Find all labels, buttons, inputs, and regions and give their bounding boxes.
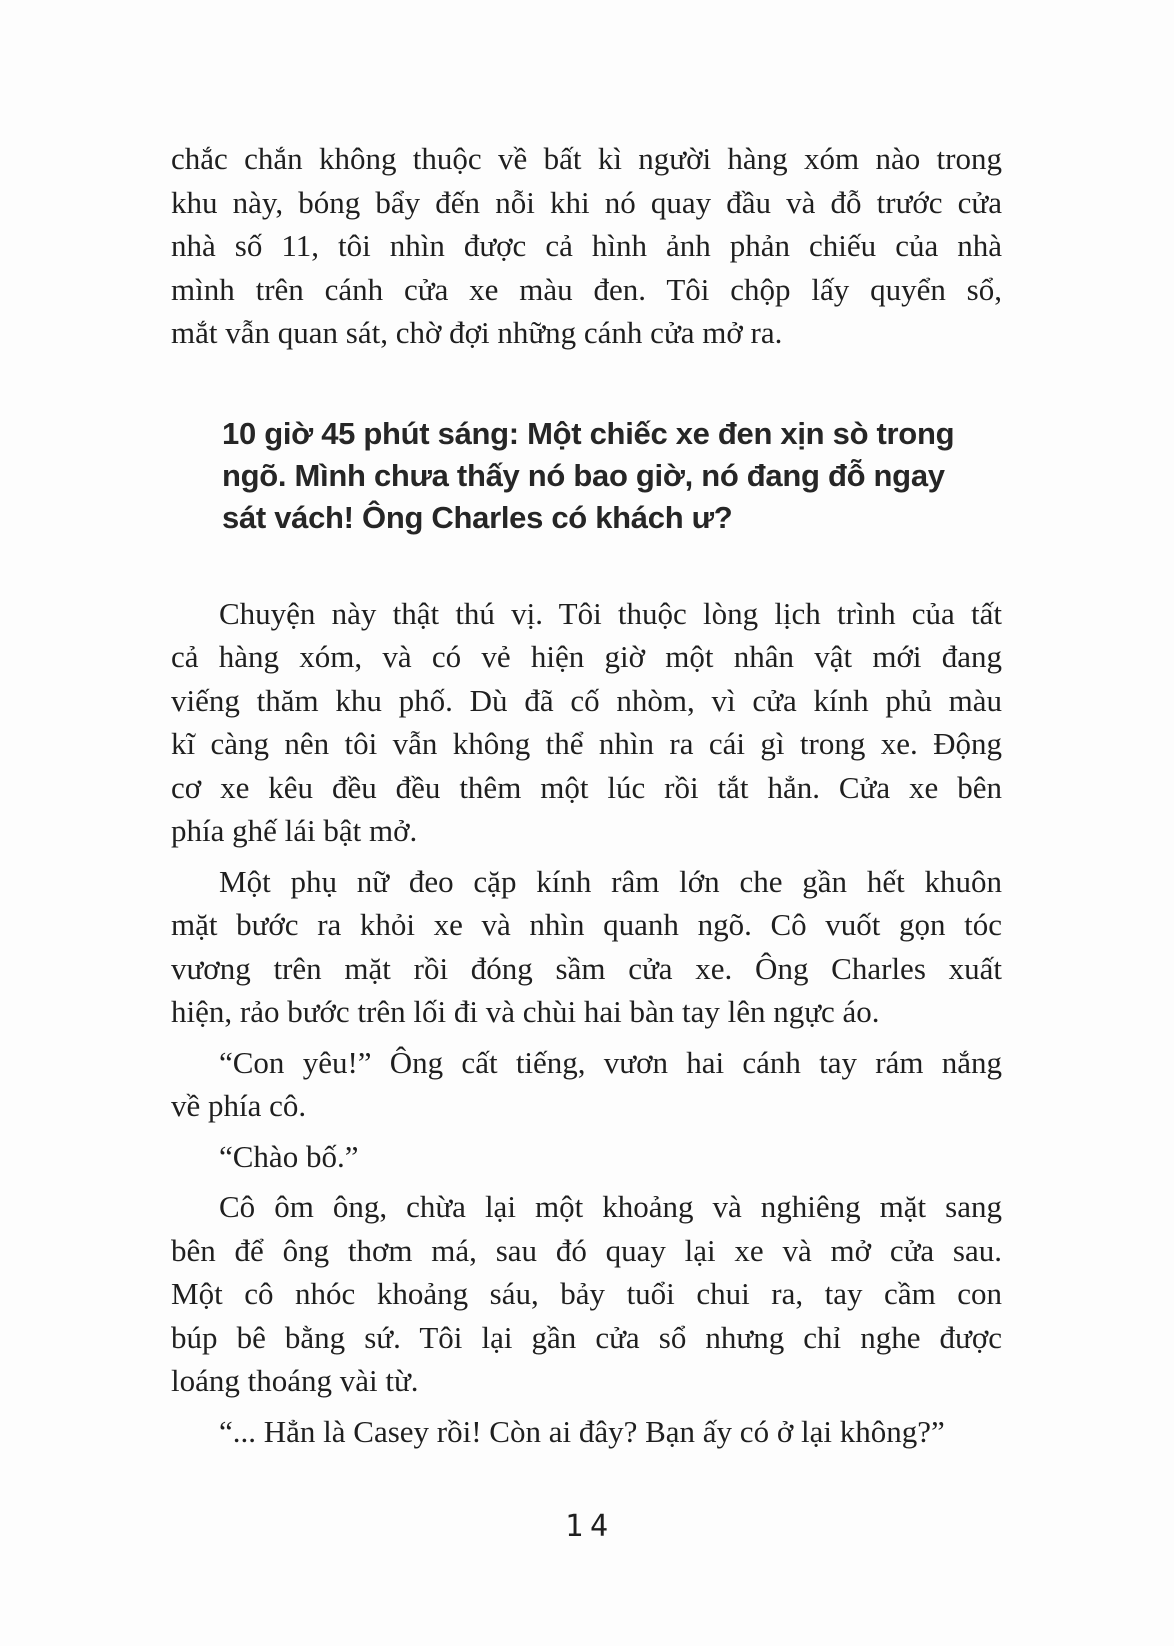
- text-line: nhà số 11, tôi nhìn được cả hình ảnh phản chiếu của nhà: [171, 228, 1002, 263]
- text-line: kĩ càng nên tôi vẫn không thể nhìn ra cái gì trong xe. Động: [171, 726, 1002, 761]
- diary-line: ngõ. Mình chưa thấy nó bao giờ, nó đang đỗ ngay: [222, 457, 945, 493]
- text-line: chắc chắn không thuộc về bất kì người hàng xóm nào trong: [171, 141, 1002, 176]
- diary-entry: [222, 413, 1002, 539]
- text-line: viếng thăm khu phố. Dù đã cố nhòm, vì cửa kính phủ màu: [171, 682, 1002, 718]
- paragraph-2: [171, 592, 1002, 853]
- text-line: vương trên mặt rồi đóng sầm cửa xe. Ông Charles xuất: [171, 950, 1002, 986]
- paragraph-4: [171, 1041, 1002, 1128]
- text-line: búp bê bằng sứ. Tôi lại gần cửa sổ nhưng chỉ nghe được: [171, 1319, 1002, 1355]
- text-line: Chuyện này thật thú vị. Tôi thuộc lòng lịch trình của tất: [219, 595, 1002, 631]
- text-line: phía ghế lái bật mở.: [171, 813, 418, 848]
- text-line: “Con yêu!” Ông cất tiếng, vươn hai cánh tay rám nắng: [219, 1044, 1002, 1080]
- page-number: 14: [564, 1509, 616, 1544]
- diary-line: 10 giờ 45 phút sáng: Một chiếc xe đen xịn sò trong: [222, 415, 955, 451]
- text-line: mắt vẫn quan sát, chờ đợi những cánh cửa mở ra.: [171, 315, 783, 350]
- text-line: khu này, bóng bẩy đến nỗi khi nó quay đầu và đỗ trước cửa: [171, 184, 1002, 220]
- text-line: loáng thoáng vài từ.: [171, 1363, 419, 1398]
- text-line: cơ xe kêu đều đều thêm một lúc rồi tắt hẳn. Cửa xe bên: [171, 769, 1002, 805]
- paragraph-7: [171, 1410, 1002, 1454]
- paragraph-3: [171, 860, 1002, 1034]
- text-line: hiện, rảo bước trên lối đi và chùi hai bàn tay lên ngực áo.: [171, 994, 880, 1029]
- text-line: bên để ông thơm má, sau đó quay lại xe và mở cửa sau.: [171, 1232, 1002, 1268]
- text-line: cả hàng xóm, và có vẻ hiện giờ một nhân vật mới đang: [171, 639, 1002, 674]
- text-line: mặt bước ra khỏi xe và nhìn quanh ngõ. Cô vuốt gọn tóc: [171, 907, 1002, 942]
- text-line: Một phụ nữ đeo cặp kính râm lớn che gần hết khuôn: [219, 863, 1002, 899]
- text-line: mình trên cánh cửa xe màu đen. Tôi chộp lấy quyển sổ,: [171, 271, 1002, 307]
- paragraph-6: [171, 1185, 1002, 1403]
- paragraph-1: [171, 137, 1002, 355]
- paragraph-5: [171, 1135, 1002, 1179]
- text-line: “Chào bố.”: [219, 1138, 359, 1174]
- text-line: về phía cô.: [171, 1088, 307, 1123]
- text-line: Cô ôm ông, chừa lại một khoảng và nghiêng mặt sang: [219, 1189, 1002, 1224]
- diary-line: sát vách! Ông Charles có khách ư?: [222, 499, 733, 535]
- text-line: Một cô nhóc khoảng sáu, bảy tuổi chui ra, tay cầm con: [171, 1276, 1002, 1311]
- text-line: “... Hẳn là Casey rồi! Còn ai đây? Bạn ấy có ở lại không?”: [219, 1413, 945, 1449]
